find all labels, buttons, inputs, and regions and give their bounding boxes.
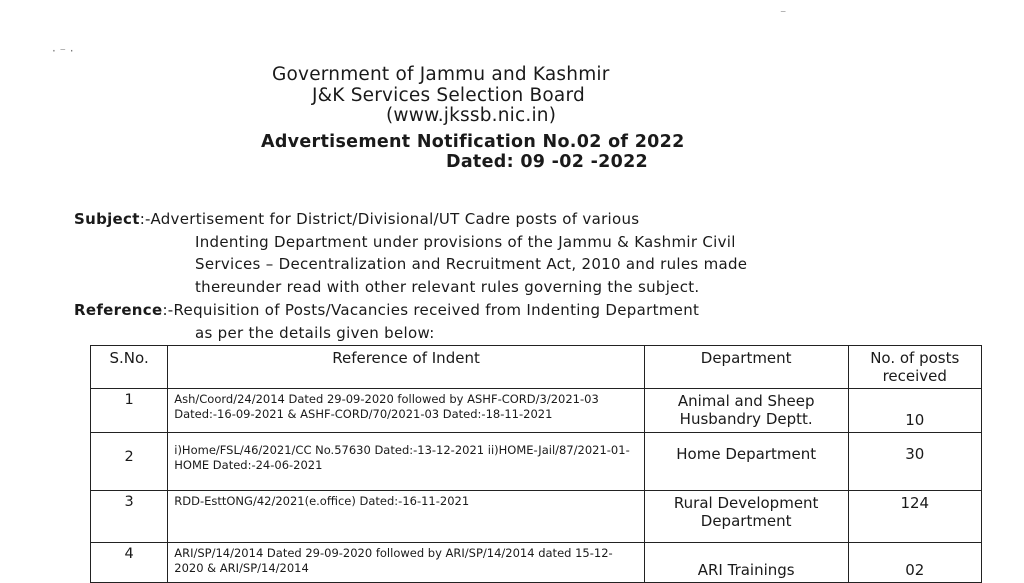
subject-line: thereunder read with other relevant rules governing the subject. xyxy=(195,277,700,296)
header-board: J&K Services Selection Board xyxy=(312,85,585,106)
reference-paragraph xyxy=(74,299,699,344)
col-header-reference: Reference of Indent xyxy=(168,346,645,389)
subject-line: Indenting Department under provisions of the Jammu & Kashmir Civil xyxy=(195,232,736,251)
cell-posts: 10 xyxy=(848,389,981,433)
cell-sno: 3 xyxy=(91,491,168,543)
cell-reference: i)Home/FSL/46/2021/CC No.57630 Dated:-13-12-2021 ii)HOME-Jail/87/2021-01-HOME Dated:-24-06-2021 xyxy=(168,433,645,491)
col-header-posts: No. of posts received xyxy=(848,346,981,389)
table-header-row xyxy=(91,346,982,389)
reference-line: :-Requisition of Posts/Vacancies received from Indenting Department xyxy=(162,301,700,319)
reference-label: Reference xyxy=(74,301,163,319)
notification-title: Advertisement Notification No.02 of 2022 xyxy=(261,132,685,152)
cell-sno: 1 xyxy=(91,389,168,433)
date-value: 09 -02 -2022 xyxy=(520,152,649,172)
cell-sno: 2 xyxy=(91,433,168,491)
cell-department: Rural Development Department xyxy=(644,491,848,543)
col-header-sno: S.No. xyxy=(91,346,168,389)
scan-mark: · ⁻ · xyxy=(52,44,74,58)
scan-mark: ⁻ xyxy=(780,6,787,20)
subject-line: :-Advertisement for District/Divisional/UT Cadre posts of various xyxy=(139,210,640,228)
notification-date xyxy=(446,152,648,172)
table-row xyxy=(91,491,982,543)
subject-label: Subject xyxy=(74,210,140,228)
cell-sno: 4 xyxy=(91,543,168,583)
reference-line: as per the details given below: xyxy=(195,323,435,342)
cell-department: Home Department xyxy=(644,433,848,491)
cell-reference: ARI/SP/14/2014 Dated 29-09-2020 followed by ARI/SP/14/2014 dated 15-12-2020 & ARI/SP/14/2014 xyxy=(168,543,645,583)
cell-posts: 124 xyxy=(848,491,981,543)
table-row xyxy=(91,433,982,491)
col-header-department: Department xyxy=(644,346,848,389)
cell-department: ARI Trainings xyxy=(644,543,848,583)
cell-posts: 30 xyxy=(848,433,981,491)
cell-department: Animal and Sheep Husbandry Deptt. xyxy=(644,389,848,433)
cell-reference: RDD-EsttONG/42/2021(e.office) Dated:-16-11-2021 xyxy=(168,491,645,543)
table-row xyxy=(91,543,982,583)
header-website: (www.jkssb.nic.in) xyxy=(386,105,557,126)
header-government: Government of Jammu and Kashmir xyxy=(272,64,610,85)
subject-paragraph xyxy=(74,208,747,298)
cell-posts: 02 xyxy=(848,543,981,583)
subject-line: Services – Decentralization and Recruitment Act, 2010 and rules made xyxy=(195,255,748,273)
date-label: Dated: xyxy=(446,152,514,172)
table-row xyxy=(91,389,982,433)
cell-reference: Ash/Coord/24/2014 Dated 29-09-2020 followed by ASHF-CORD/3/2021-03 Dated:-16-09-2021 & ASHF-CORD/70/2021-03 Dated:-18-11-2021 xyxy=(168,389,645,433)
posts-table xyxy=(90,345,982,583)
